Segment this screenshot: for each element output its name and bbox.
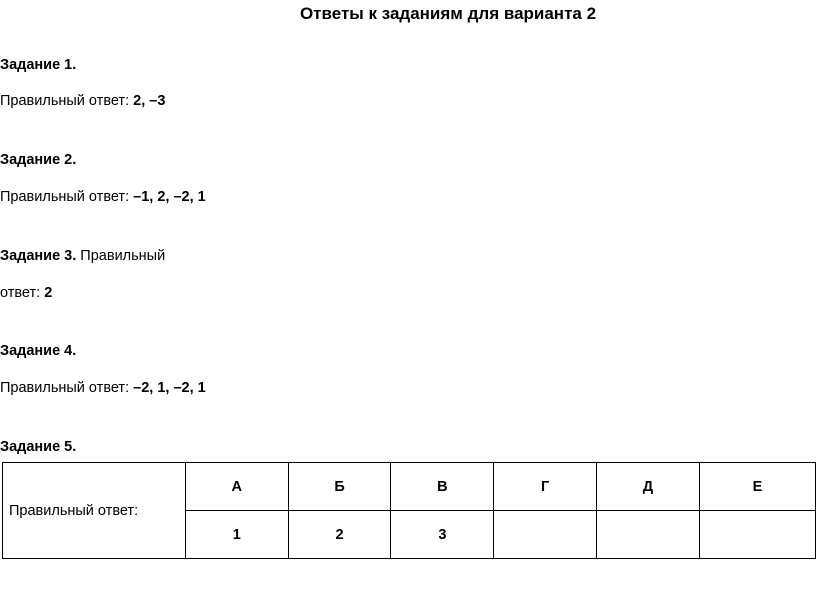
task-5-heading: Задание 5.: [0, 439, 77, 455]
table-value-cell: 2: [288, 511, 391, 559]
task-3-answer-value: 2: [44, 285, 53, 301]
task-4-heading: Задание 4.: [0, 343, 77, 359]
table-header-row: [3, 463, 816, 511]
table-row-label: Правильный ответ:: [3, 463, 186, 559]
table-value-cell: 1: [185, 511, 288, 559]
table-header-cell: А: [185, 463, 288, 511]
table-value-cell: [596, 511, 699, 559]
task-1-heading: Задание 1.: [0, 57, 77, 73]
task-3-heading-rest: Правильный: [76, 248, 166, 264]
task-1-answer-label: Правильный ответ:: [0, 93, 134, 109]
task-1-answer: [0, 93, 165, 109]
task-3-answer: [0, 285, 52, 301]
task-2-answer-value: –1, 2, –2, 1: [133, 189, 206, 205]
table-header-cell: В: [391, 463, 494, 511]
task-4-answer-label: Правильный ответ:: [0, 380, 134, 396]
task-2-answer-label: Правильный ответ:: [0, 189, 134, 205]
task-3-heading-bold: Задание 3.: [0, 248, 77, 264]
task-4-answer-value: –2, 1, –2, 1: [133, 380, 206, 396]
table-value-cell: 3: [391, 511, 494, 559]
table-header-cell: Б: [288, 463, 391, 511]
answers-table: [2, 462, 816, 559]
table-value-cell: [494, 511, 597, 559]
task-3-answer-label: ответ:: [0, 285, 45, 301]
table-header-cell: Е: [699, 463, 815, 511]
task-1-answer-value: 2, –3: [133, 93, 166, 109]
task-4-answer: [0, 380, 206, 396]
task-2-answer: [0, 189, 206, 205]
task-2-heading: Задание 2.: [0, 152, 77, 168]
table-header-cell: Д: [596, 463, 699, 511]
page-title: Ответы к заданиям для варианта 2: [299, 4, 597, 23]
task-3-heading: [0, 248, 165, 264]
table-value-cell: [699, 511, 815, 559]
table-header-cell: Г: [494, 463, 597, 511]
